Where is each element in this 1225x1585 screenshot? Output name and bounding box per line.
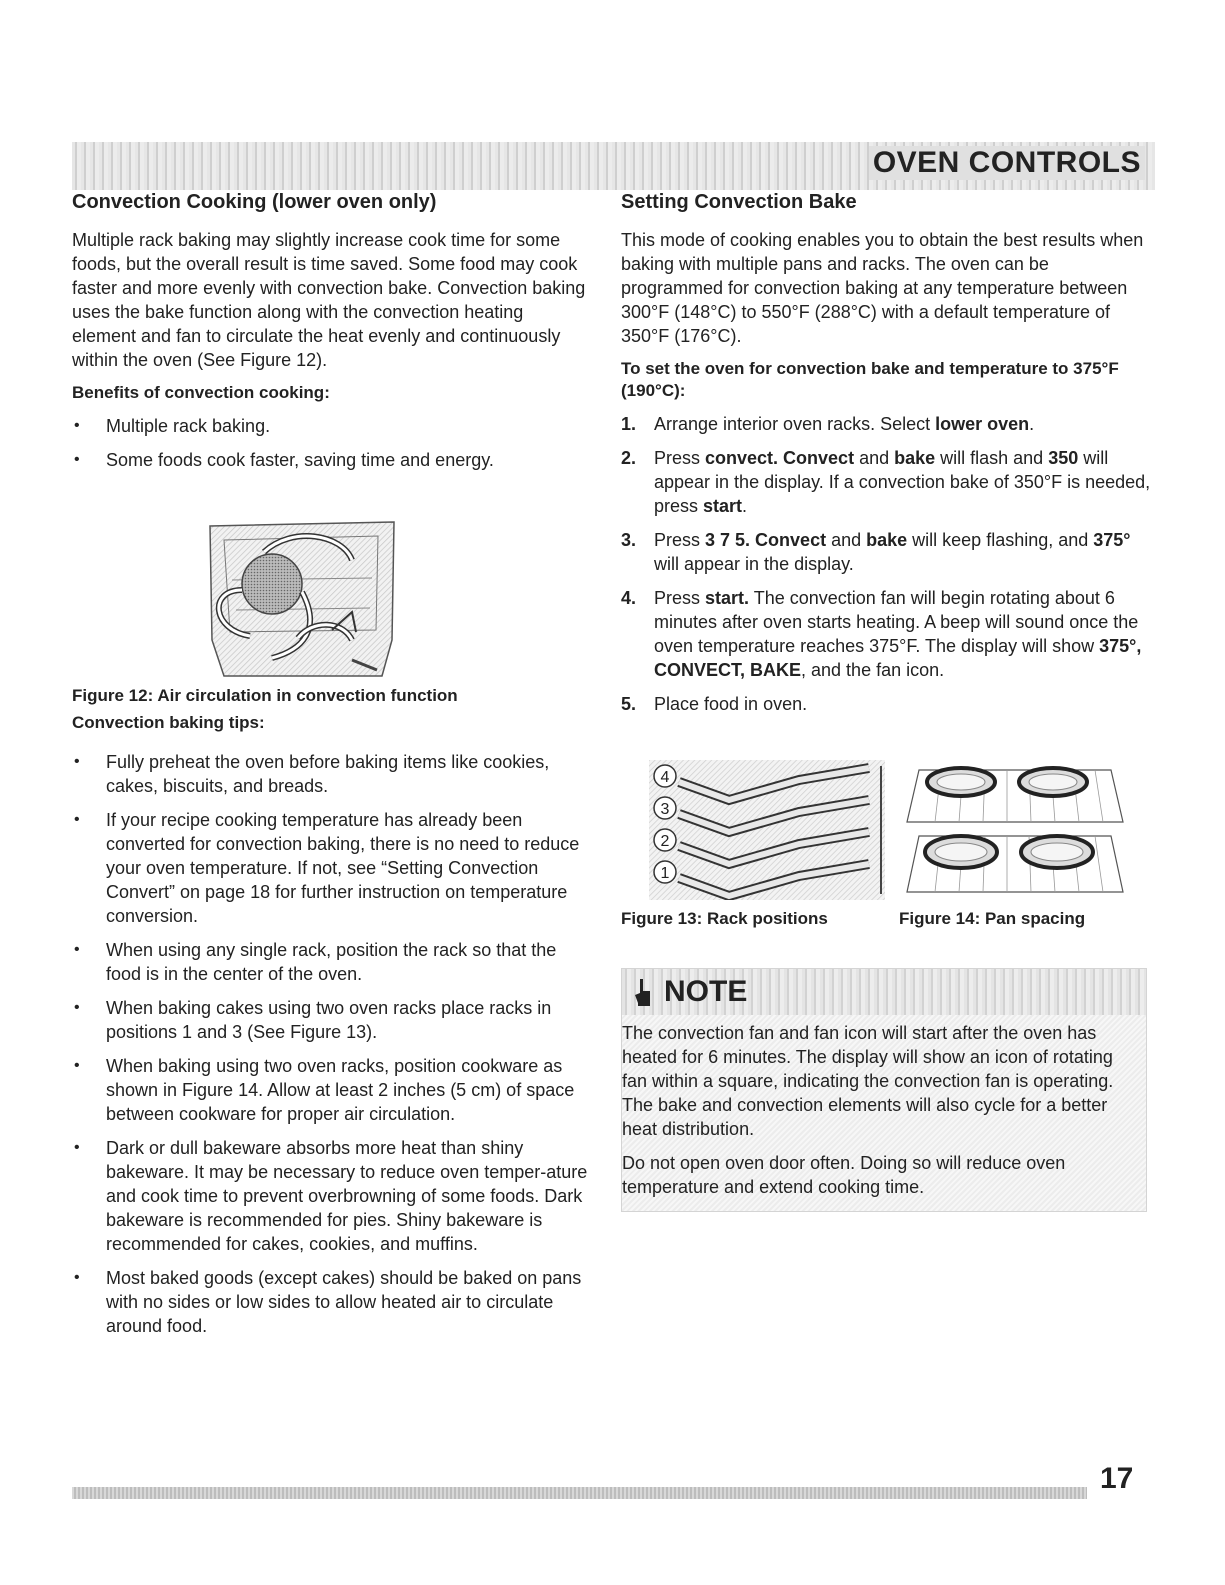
list-item: • Dark or dull bakeware absorbs more heat than shiny bakeware. It may be necessary to reduce oven temper-ature and cook time to prevent overbrowning of some foods. Dark bakeware is recommended for pies. Shiny bakeware is recommended for cakes, cookies, and muffins. (72, 1136, 592, 1256)
footer-band (72, 1487, 1087, 1499)
list-item: 5. Place food in oven. (621, 694, 808, 714)
list-item: • If your recipe cooking temperature has already been converted for convection baking, there is no need to reduce your oven temperature. If not, see “Setting Convection Convert” on page 18 for further instruction on temperature conversion. (72, 808, 592, 928)
air-circulation-illustration (202, 520, 402, 680)
list-item: 2. Press convect. Convect and bake will flash and 350 will appear in the display. If a convection bake of 350°F is needed, press start. (621, 448, 1151, 516)
convection-bake-heading: Setting Convection Bake (621, 191, 857, 213)
list-item: 4. Press start. The convection fan will begin rotating about 6 minutes after oven starts heating. A beep will sound once the oven temperature reaches 375°F. The display will show 375°, CONVECT, BAKE, and the fan icon. (621, 588, 1142, 680)
header-band (72, 142, 1155, 190)
note-body (622, 1021, 1132, 1209)
cake-pan (925, 836, 997, 868)
figure-14-caption: Figure 14: Pan spacing (899, 909, 1086, 928)
note-title: NOTE (664, 975, 748, 1008)
rack-label-1: 1 (660, 865, 670, 882)
pan-spacing-illustration (901, 760, 1127, 900)
convection-cooking-heading: Convection Cooking (lower oven only) (72, 191, 437, 213)
tips-heading: Convection baking tips: (72, 713, 265, 732)
list-item: • When baking using two oven racks, position cookware as shown in Figure 14. Allow at least 2 inches (5 cm) of space between cookware for proper air circulation. (72, 1054, 592, 1126)
list-item: • When baking cakes using two oven racks place racks in positions 1 and 3 (See Figure 13). (72, 996, 592, 1044)
page-number: 17 (1100, 1462, 1134, 1495)
section-title: OVEN CONTROLS (869, 146, 1145, 180)
benefits-list (72, 414, 592, 472)
list-item: • Fully preheat the oven before baking items like cookies, cakes, biscuits, and breads. (72, 750, 592, 798)
rack-positions-illustration (649, 760, 885, 900)
list-item: 1. Arrange interior oven racks. Select lower oven. (621, 414, 1035, 434)
benefits-heading: Benefits of convection cooking: (72, 383, 330, 402)
note-heading (632, 975, 747, 1009)
list-item: 3. Press 3 7 5. Convect and bake will keep flashing, and 375° will appear in the display. (621, 530, 1131, 574)
convection-intro: Multiple rack baking may slightly increase cook time for some foods, but the overall result is time saved. Some food may cook faster and more evenly with convection bake. Convection baking uses the bake function along with the convection heating element and fan to circulate the heat evenly and continuously within the oven (See Figure 12). (72, 230, 586, 370)
rack-label-2: 2 (660, 833, 670, 850)
tips-list (72, 750, 592, 1348)
list-item: • Some foods cook faster, saving time and energy. (72, 448, 592, 472)
figure-12-caption: Figure 12: Air circulation in convection function (72, 686, 458, 705)
left-column (72, 190, 592, 1336)
list-item: • Most baked goods (except cakes) should be baked on pans with no sides or low sides to allow heated air to circulate around food. (72, 1266, 592, 1338)
note-box (621, 968, 1147, 1212)
rack-label-4: 4 (660, 769, 670, 786)
list-item: • When using any single rack, position the rack so that the food is in the center of the oven. (72, 938, 592, 986)
note-paragraph: The convection fan and fan icon will start after the oven has heated for 6 minutes. The display will show an icon of rotating fan within a square, indicating the convection fan is operating. The bake and convection elements will also cycle for a better heat distribution. (622, 1023, 1114, 1139)
hand-pointer-icon (632, 977, 654, 1007)
steps-list (621, 412, 1151, 716)
convection-bake-intro: This mode of cooking enables you to obtain the best results when baking with multiple pans and racks. The oven can be programmed for convection baking at any temperature between 300°F (148°C) to 550°F (288°C) with a default temperature of 350°F (176°C). (621, 230, 1144, 346)
cake-pan (1021, 836, 1093, 868)
note-band (622, 969, 1146, 1015)
figure-13-caption: Figure 13: Rack positions (621, 909, 828, 928)
rack-label-3: 3 (660, 801, 670, 818)
steps-heading: To set the oven for convection bake and temperature to 375°F (190°C): (621, 359, 1119, 400)
list-item: • Multiple rack baking. (72, 414, 592, 438)
note-paragraph: Do not open oven door often. Doing so will reduce oven temperature and extend cooking time. (622, 1153, 1066, 1197)
cake-pan (1019, 768, 1087, 796)
right-column (621, 190, 1151, 1197)
cake-pan (927, 768, 995, 796)
